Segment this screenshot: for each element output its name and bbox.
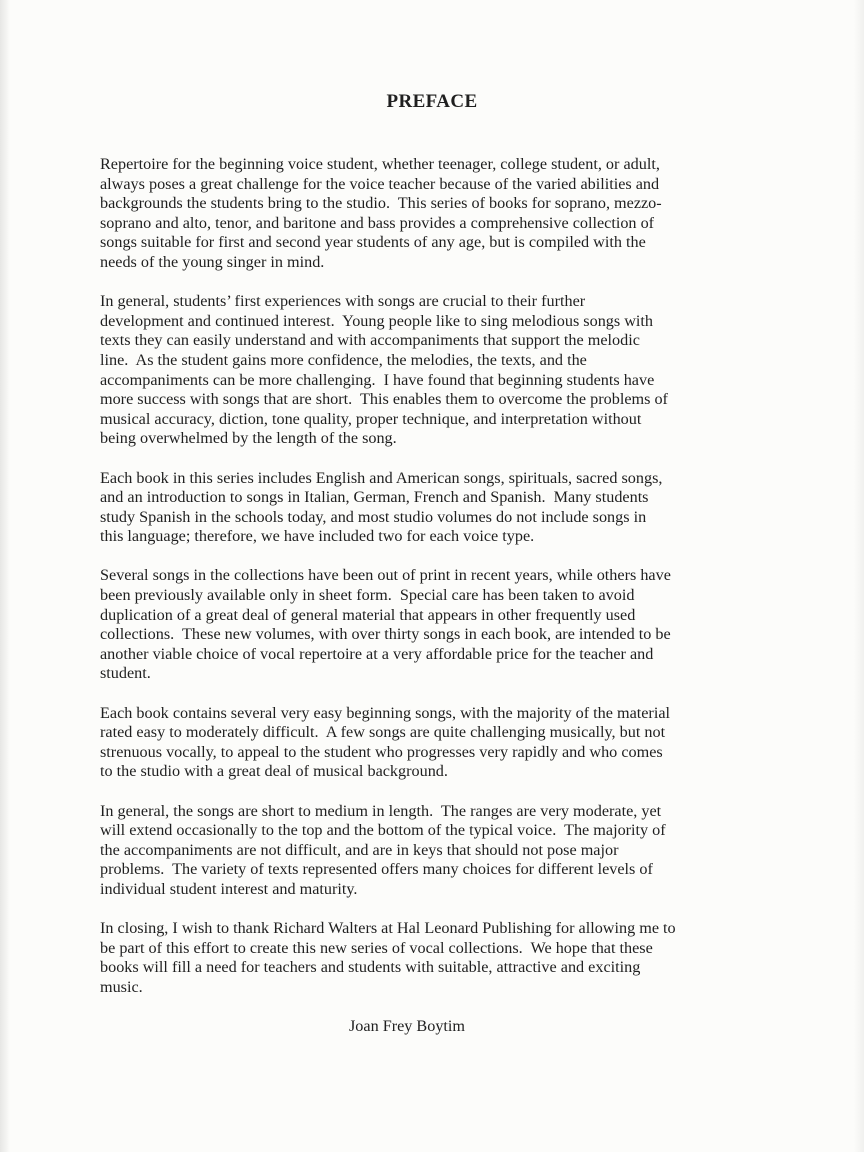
text-line: problems. The variety of texts represented offers many choices for different levels of [100, 860, 653, 879]
text-line: texts they can easily understand and with accompaniments that support the melodic [100, 331, 640, 350]
text-line: development and continued interest. Young people like to sing melodious songs with [100, 311, 654, 330]
paragraph [100, 704, 764, 782]
text-line: strenuous vocally, to appeal to the student who progresses very rapidly and who comes [100, 742, 663, 761]
page-title: PREFACE [386, 91, 478, 112]
text-line: Several songs in the collections have been out of print in recent years, while others have [100, 566, 671, 585]
text-line: backgrounds the students bring to the studio. This series of books for soprano, mezzo- [100, 194, 662, 213]
text-line: more success with songs that are short. This enables them to overcome the problems of [100, 390, 668, 409]
text-line: needs of the young singer in mind. [100, 252, 325, 271]
text-line: collections. These new volumes, with over thirty songs in each book, are intended to be [100, 625, 671, 644]
text-line: duplication of a great deal of general material that appears in other frequently used [100, 605, 636, 624]
text-line: study Spanish in the schools today, and most studio volumes do not include songs in [100, 507, 647, 526]
text-line: always poses a great challenge for the voice teacher because of the varied abilities and [100, 174, 660, 193]
text-line: accompaniments can be more challenging. I have found that beginning students have [100, 370, 655, 389]
text-line: another viable choice of vocal repertoire at a very affordable price for the teacher and [100, 644, 654, 663]
paragraph [100, 802, 764, 900]
text-line: Repertoire for the beginning voice student, whether teenager, college student, or adult, [100, 155, 660, 173]
paragraph [100, 566, 764, 684]
preface-body [100, 155, 764, 998]
text-line: musical accuracy, diction, tone quality, proper technique, and interpretation without [100, 409, 642, 428]
paragraph [100, 155, 764, 273]
text-line: soprano and alto, tenor, and baritone and bass provides a comprehensive collection of [100, 213, 655, 232]
text-line: Each book contains several very easy beginning songs, with the majority of the material [100, 703, 671, 722]
author-signature: Joan Frey Boytim [349, 1017, 466, 1036]
paragraph [100, 292, 764, 449]
text-line: to the studio with a great deal of musical background. [100, 762, 448, 781]
text-line: songs suitable for first and second year students of any age, but is compiled with the [100, 233, 646, 252]
text-line: student. [100, 664, 151, 683]
text-line: line. As the student gains more confidence, the melodies, the texts, and the [100, 350, 587, 369]
text-line: In general, students’ first experiences with songs are crucial to their further [100, 292, 586, 311]
paragraph [100, 469, 764, 547]
text-line: been previously available only in sheet form. Special care has been taken to avoid [100, 586, 635, 605]
text-line: In general, the songs are short to medium in length. The ranges are very moderate, yet [100, 801, 662, 820]
text-line: the accompaniments are not difficult, and are in keys that should not pose major [100, 840, 619, 859]
text-line: books will fill a need for teachers and students with suitable, attractive and exciting [100, 958, 641, 977]
text-line: will extend occasionally to the top and the bottom of the typical voice. The majority of [100, 821, 666, 840]
paragraph [100, 919, 764, 997]
text-line: this language; therefore, we have included two for each voice type. [100, 527, 535, 546]
text-line: individual student interest and maturity. [100, 879, 358, 898]
text-line: be part of this effort to create this new series of vocal collections. We hope that these [100, 938, 653, 957]
text-line: and an introduction to songs in Italian, German, French and Spanish. Many students [100, 488, 649, 507]
text-line: Each book in this series includes English and American songs, spirituals, sacred songs, [100, 468, 663, 487]
text-line: rated easy to moderately difficult. A few songs are quite challenging musically, but not [100, 723, 666, 742]
text-line: music. [100, 977, 143, 996]
text-line: In closing, I wish to thank Richard Walters at Hal Leonard Publishing for allowing me to [100, 919, 676, 938]
text-line: being overwhelmed by the length of the song. [100, 429, 397, 448]
